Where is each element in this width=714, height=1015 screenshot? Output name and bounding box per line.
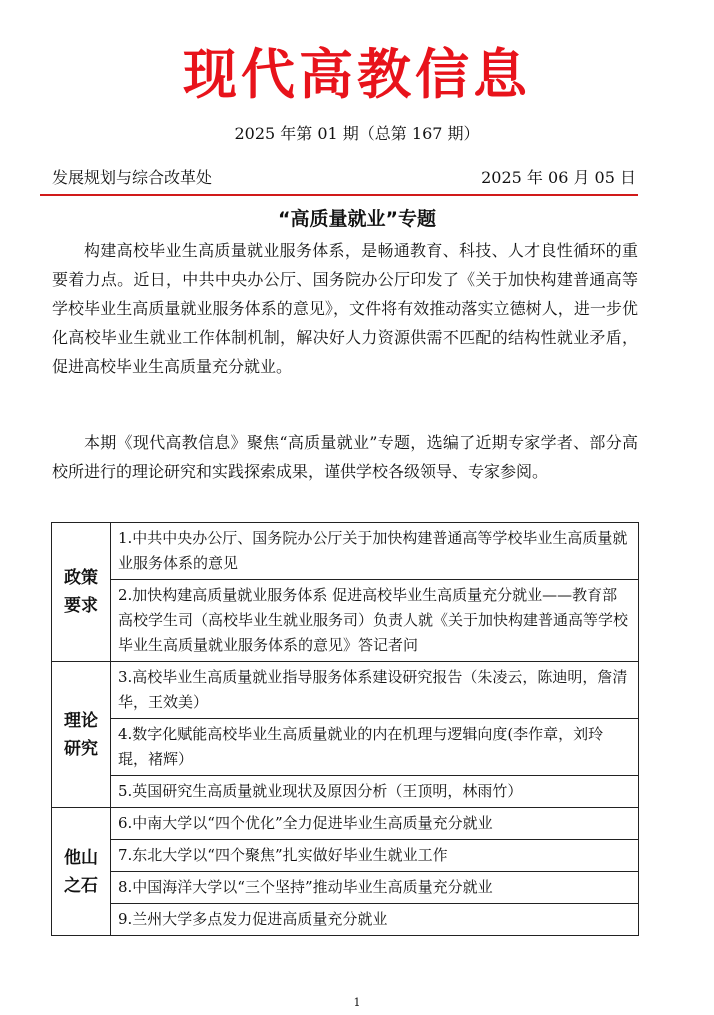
header-rule [40, 194, 638, 196]
contents-item[interactable]: 5.英国研究生高质量就业现状及原因分析（王顶明，林雨竹） [111, 776, 639, 808]
masthead-title: 现代高教信息 [183, 43, 531, 106]
category-cell [52, 808, 111, 936]
contents-item[interactable]: 3.高校毕业生高质量就业指导服务体系建设研究报告（朱凌云，陈迪明，詹清华，王效美） [111, 662, 639, 719]
contents-item[interactable]: 4.数字化赋能高校毕业生高质量就业的内在机理与逻辑向度(李作章，刘玲琨，褚辉） [111, 719, 639, 776]
table-row [52, 872, 639, 904]
department-name: 发展规划与综合改革处 [52, 168, 213, 187]
contents-item[interactable]: 8.中国海洋大学以“三个坚持”推动毕业生高质量充分就业 [111, 872, 639, 904]
table-row [52, 904, 639, 936]
category-label: 政策 [64, 568, 98, 588]
table-row [52, 808, 639, 840]
issue-number: 2025 年第 01 期（总第 167 期） [234, 124, 480, 143]
intro-paragraph: 本期《现代高教信息》聚焦“高质量就业”专题，选编了近期专家学者、部分高校所进行的理论研究和实践探索成果，谨供学校各级领导、专家参阅。 [52, 433, 638, 481]
category-cell [52, 523, 111, 662]
table-row [52, 523, 639, 580]
table-row [52, 662, 639, 719]
table-row [52, 719, 639, 776]
category-label: 他山 [64, 847, 98, 868]
category-label: 理论 [64, 710, 98, 731]
contents-item[interactable]: 7.东北大学以“四个聚焦”扎实做好毕业生就业工作 [111, 840, 639, 872]
category-cell [52, 662, 111, 808]
intro-paragraph: 构建高校毕业生高质量就业服务体系，是畅通教育、科技、人才良性循环的重要着力点。近日，中共中央办公厅、国务院办公厅印发了《关于加快构建普通高等学校毕业生高质量就业服务体系的意见》，文件将有效推动落实立德树人，进一步优化高校毕业生就业工作体制机制，解决好人力资源供需不匹配的结构性就业矛盾，促进高校毕业生高质量充分就业。 [52, 241, 638, 376]
contents-item[interactable]: 1.中共中央办公厅、国务院办公厅关于加快构建普通高等学校毕业生高质量就业服务体系的意见 [111, 523, 639, 580]
category-label: 之石 [64, 875, 98, 896]
table-row [52, 580, 639, 662]
table-row [52, 840, 639, 872]
category-label: 研究 [64, 738, 98, 759]
contents-item[interactable]: 2.加快构建高质量就业服务体系 促进高校毕业生高质量充分就业——教育部高校学生司（高校毕业生就业服务司）负责人就《关于加快构建普通高等学校毕业生高质量就业服务体系的意见》答记者问 [111, 580, 639, 662]
topic-heading: “高质量就业”专题 [278, 208, 436, 230]
contents-item[interactable]: 9.兰州大学多点发力促进高质量充分就业 [111, 904, 639, 936]
table-row [52, 776, 639, 808]
publication-date: 2025 年 06 月 05 日 [481, 168, 636, 187]
category-label: 要求 [64, 596, 98, 616]
page-number: 1 [353, 996, 361, 1009]
contents-table [51, 522, 639, 936]
contents-item[interactable]: 6.中南大学以“四个优化”全力促进毕业生高质量充分就业 [111, 808, 639, 840]
